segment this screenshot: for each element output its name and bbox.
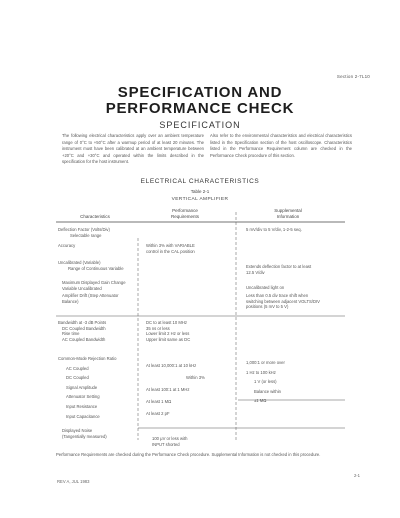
cell-line: At least 10,000:1 at 10 kHz bbox=[146, 363, 197, 368]
intro-paragraph-right: Also refer to the environmental characteristics and electrical characteristics listed in the Specification section of the host oscilloscope. Characteristics listed in the Performance Requirement column are checked in the Performance Check procedure of this section. bbox=[210, 133, 352, 158]
cell-line: Rise time bbox=[62, 331, 80, 337]
row-uncalibrated-supplemental bbox=[246, 264, 311, 275]
cell-line: 5 mV/div to 5 V/div, 1-2-5 seq. bbox=[246, 227, 302, 232]
cell-line: 1,000:1 or more over bbox=[246, 360, 285, 365]
cell-line: At least 100:1 at 1 MHz bbox=[146, 387, 190, 392]
cell-line: Extends deflection factor to at least bbox=[246, 264, 312, 269]
row-deflection-factor-supplemental bbox=[246, 227, 302, 233]
cell-line: INPUT shorted bbox=[152, 441, 180, 447]
cell-line: Deflection Factor (Volts/Div) bbox=[58, 227, 110, 232]
row-accuracy-performance bbox=[146, 243, 195, 254]
cell-line: 12.5 V/div bbox=[246, 269, 265, 275]
cell-line: Signal Amplitude bbox=[66, 384, 98, 390]
cell-line: Bandwidth at -3 dB Points bbox=[58, 320, 107, 325]
row-cmrr-supplemental bbox=[246, 358, 285, 406]
cell-line: At least 2 pF bbox=[146, 411, 170, 416]
header-supplemental-line1: Supplemental bbox=[274, 208, 302, 213]
page-title-line2: PERFORMANCE CHECK bbox=[105, 100, 295, 117]
cell-line: Variable Uncalibrated bbox=[62, 285, 102, 291]
section-title: ELECTRICAL CHARACTERISTICS bbox=[140, 178, 260, 185]
cell-line: Maximum Displayed Gain Change bbox=[62, 280, 126, 285]
row-deflection-factor-characteristic bbox=[58, 227, 110, 238]
header-performance-line2: Requirements bbox=[170, 214, 199, 219]
row-accuracy-characteristic bbox=[58, 243, 75, 249]
cell-line: Input Capacitance bbox=[66, 413, 100, 419]
row-gain-change-characteristic bbox=[62, 280, 126, 291]
cell-line: Selectable range bbox=[70, 232, 102, 238]
footer-revision: REV A, JUL 1983 bbox=[57, 479, 90, 484]
cell-line: 1 V (or less) bbox=[254, 379, 277, 385]
cell-line: DC to at least 10 MHz bbox=[146, 320, 187, 325]
row-cmrr-performance bbox=[146, 360, 205, 420]
page-title-line1: SPECIFICATION AND bbox=[117, 84, 283, 101]
intro-paragraph-left: The following electrical characteristics apply over an ambient temperature range of 0°C to +50°C after a warmup period of at least 20 minutes. The instrument must have been calibrated at an ambient temperature between +20°C and +30°C and operated within the limits described in the specification for the host instrument. bbox=[62, 133, 204, 164]
header-characteristics: Characteristics bbox=[80, 214, 110, 219]
cell-line: ±1 MΩ bbox=[254, 398, 267, 404]
cell-line: At least 1 MΩ bbox=[146, 399, 172, 404]
cell-line: Lower limit 2 Hz or less bbox=[146, 331, 190, 337]
cell-line: control in the CAL position bbox=[146, 248, 195, 254]
cell-line: Within 3% with VARIABLE bbox=[146, 243, 195, 248]
cell-line: Common-Mode Rejection Ratio bbox=[58, 356, 117, 361]
cell-line: Uncalibrated (Variable) bbox=[58, 260, 101, 265]
row-cmrr-characteristic bbox=[58, 354, 116, 421]
cell-line: 100 μV or less with bbox=[152, 436, 188, 441]
table-footnote: Performance Requirements are checked during the Performance Check procedure. Supplemental Information is not checked in this procedure. bbox=[56, 452, 321, 457]
page-number: 2-1 bbox=[353, 473, 360, 478]
cell-line: AC Coupled bbox=[66, 365, 89, 371]
header-performance-line1: Performance bbox=[172, 208, 198, 213]
cell-line: Balance within bbox=[254, 388, 282, 394]
row-drift-characteristic bbox=[62, 293, 134, 304]
cell-line: Less than 0.5 div trace shift when bbox=[246, 293, 309, 298]
page-subtitle: SPECIFICATION bbox=[159, 120, 241, 130]
header-supplemental-line2: Information bbox=[276, 214, 300, 219]
row-bandwidth-characteristic bbox=[58, 320, 106, 342]
cell-line: 1 Hz to 100 kHz bbox=[246, 369, 276, 375]
cell-line: Attenuator Setting bbox=[66, 394, 100, 400]
row-noise-characteristic bbox=[62, 428, 107, 439]
row-drift-supplemental bbox=[246, 293, 320, 310]
cell-line: Amplifier Drift (Step Attenuator Balance) bbox=[62, 293, 119, 304]
cell-line: switching between adjacent VOLTS/DIV bbox=[246, 298, 320, 304]
cell-line: Uncalibrated light on bbox=[246, 285, 285, 290]
cell-line: Upper limit same as DC bbox=[146, 336, 191, 342]
cell-line: (Tangentially measured) bbox=[62, 433, 107, 439]
cell-line: Accuracy bbox=[58, 243, 76, 248]
row-uncalibrated-characteristic bbox=[58, 260, 124, 271]
table-number: Table 2-1 bbox=[190, 189, 210, 194]
cell-line: DC Coupled Bandwidth bbox=[62, 325, 106, 331]
cell-line: 35 ns or less bbox=[146, 325, 170, 331]
cell-line: positions (5 mV to 5 V) bbox=[246, 304, 289, 310]
table-title: VERTICAL AMPLIFIER bbox=[171, 197, 229, 202]
cell-line: Range of Continuous Variable bbox=[68, 265, 124, 271]
cell-line: DC Coupled bbox=[66, 375, 89, 381]
row-bandwidth-performance bbox=[146, 320, 190, 342]
cell-line: Within 3% bbox=[186, 375, 205, 380]
section-reference: Section 2-7L10 bbox=[336, 74, 370, 79]
row-noise-performance bbox=[152, 436, 187, 447]
cell-line: Input Resistance bbox=[66, 403, 98, 409]
cell-line: Displayed Noise bbox=[62, 428, 93, 433]
cell-line: AC Coupled Bandwidth bbox=[62, 336, 106, 342]
row-gain-change-supplemental bbox=[246, 285, 284, 291]
